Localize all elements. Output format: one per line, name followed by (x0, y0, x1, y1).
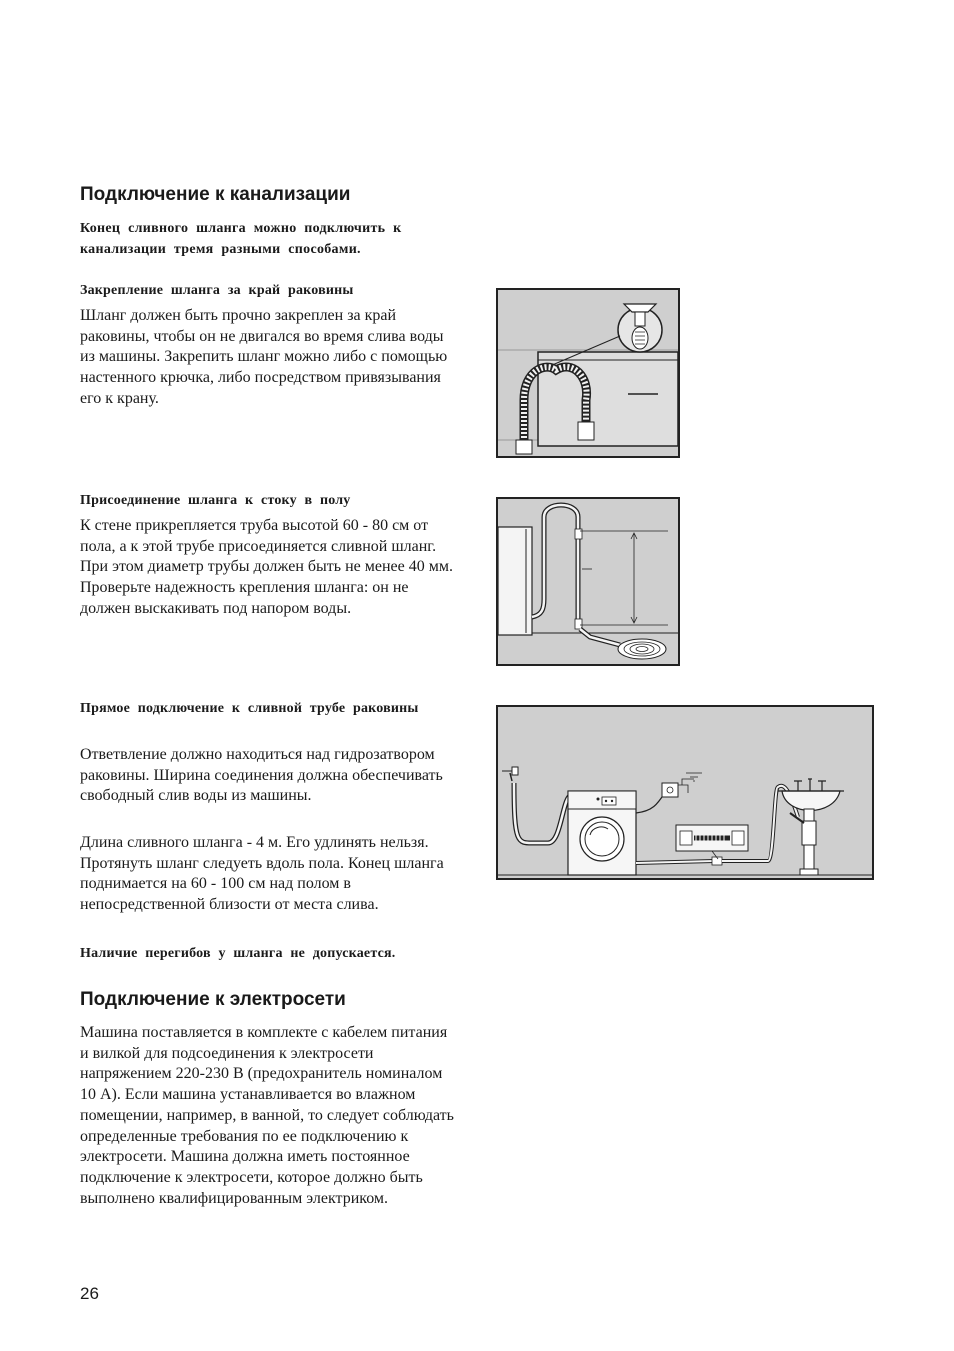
sink-pipe-text-1: Ответвление должно находиться над гидрозатвором раковины. Ширина соединения должна обеспечивать свободный слив воды из машины. (80, 746, 443, 805)
section-title-electric: Подключение к электросети (80, 989, 346, 1010)
electric-text: Машина поставляется в комплекте с кабелем питания и вилкой для подсоединения к электросети напряжением 220-230 В (предохранитель номиналом 10 А). Если машина устанавливается во влажном помещении, например, в ванной, то следует соблюдать определенные требования по ее подключению к электросети. Машина должна иметь постоянное подключение к электросети, которое должно быть выполнено квалифицированным электриком. (80, 1024, 454, 1207)
sink-edge-illustration (498, 290, 678, 456)
page-number: 26 (80, 1284, 99, 1303)
subheading-sink-edge: Закрепление шланга за край раковины (80, 283, 354, 298)
subheading-floor-drain: Присоединение шланга к стоку в полу (80, 493, 351, 508)
subheading-sink-pipe: Прямое подключение к сливной трубе раковины (80, 701, 419, 716)
sink-pipe-warning: Наличие перегибов у шланга не допускается. (80, 946, 396, 961)
sink-pipe-illustration (498, 707, 872, 878)
sink-edge-text: Шланг должен быть прочно закреплен за край раковины, чтобы он не двигался во время слива воды из машины. Закрепить шланг можно либо с помощью настенного крючка, либо посредством привязывания его к крану. (80, 307, 448, 407)
sink-pipe-text-2: Длина сливного шланга - 4 м. Его удлинять нельзя. Протянуть шланг следуеть вдоль пола. Конец шланга поднимается на 60 - 100 см над полом в непосредственной близости от места слива. (80, 834, 444, 914)
section-title-sewer: Подключение к канализации (80, 184, 351, 205)
floor-drain-illustration (498, 499, 678, 664)
figure-floor-drain (496, 497, 680, 666)
floor-drain-text: К стене прикрепляется труба высотой 60 - 80 см от пола, а к этой трубе присоединяется сливной шланг. При этом диаметр трубы должен быть не менее 40 мм. Проверьте надежность крепления шланга: он не должен выскакивать под напором воды. (80, 517, 453, 617)
figure-sink-edge (496, 288, 680, 458)
sewer-lead-text: Конец сливного шланга можно подключить к канализации тремя разными способами. (80, 221, 402, 257)
figure-sink-pipe (496, 705, 874, 880)
